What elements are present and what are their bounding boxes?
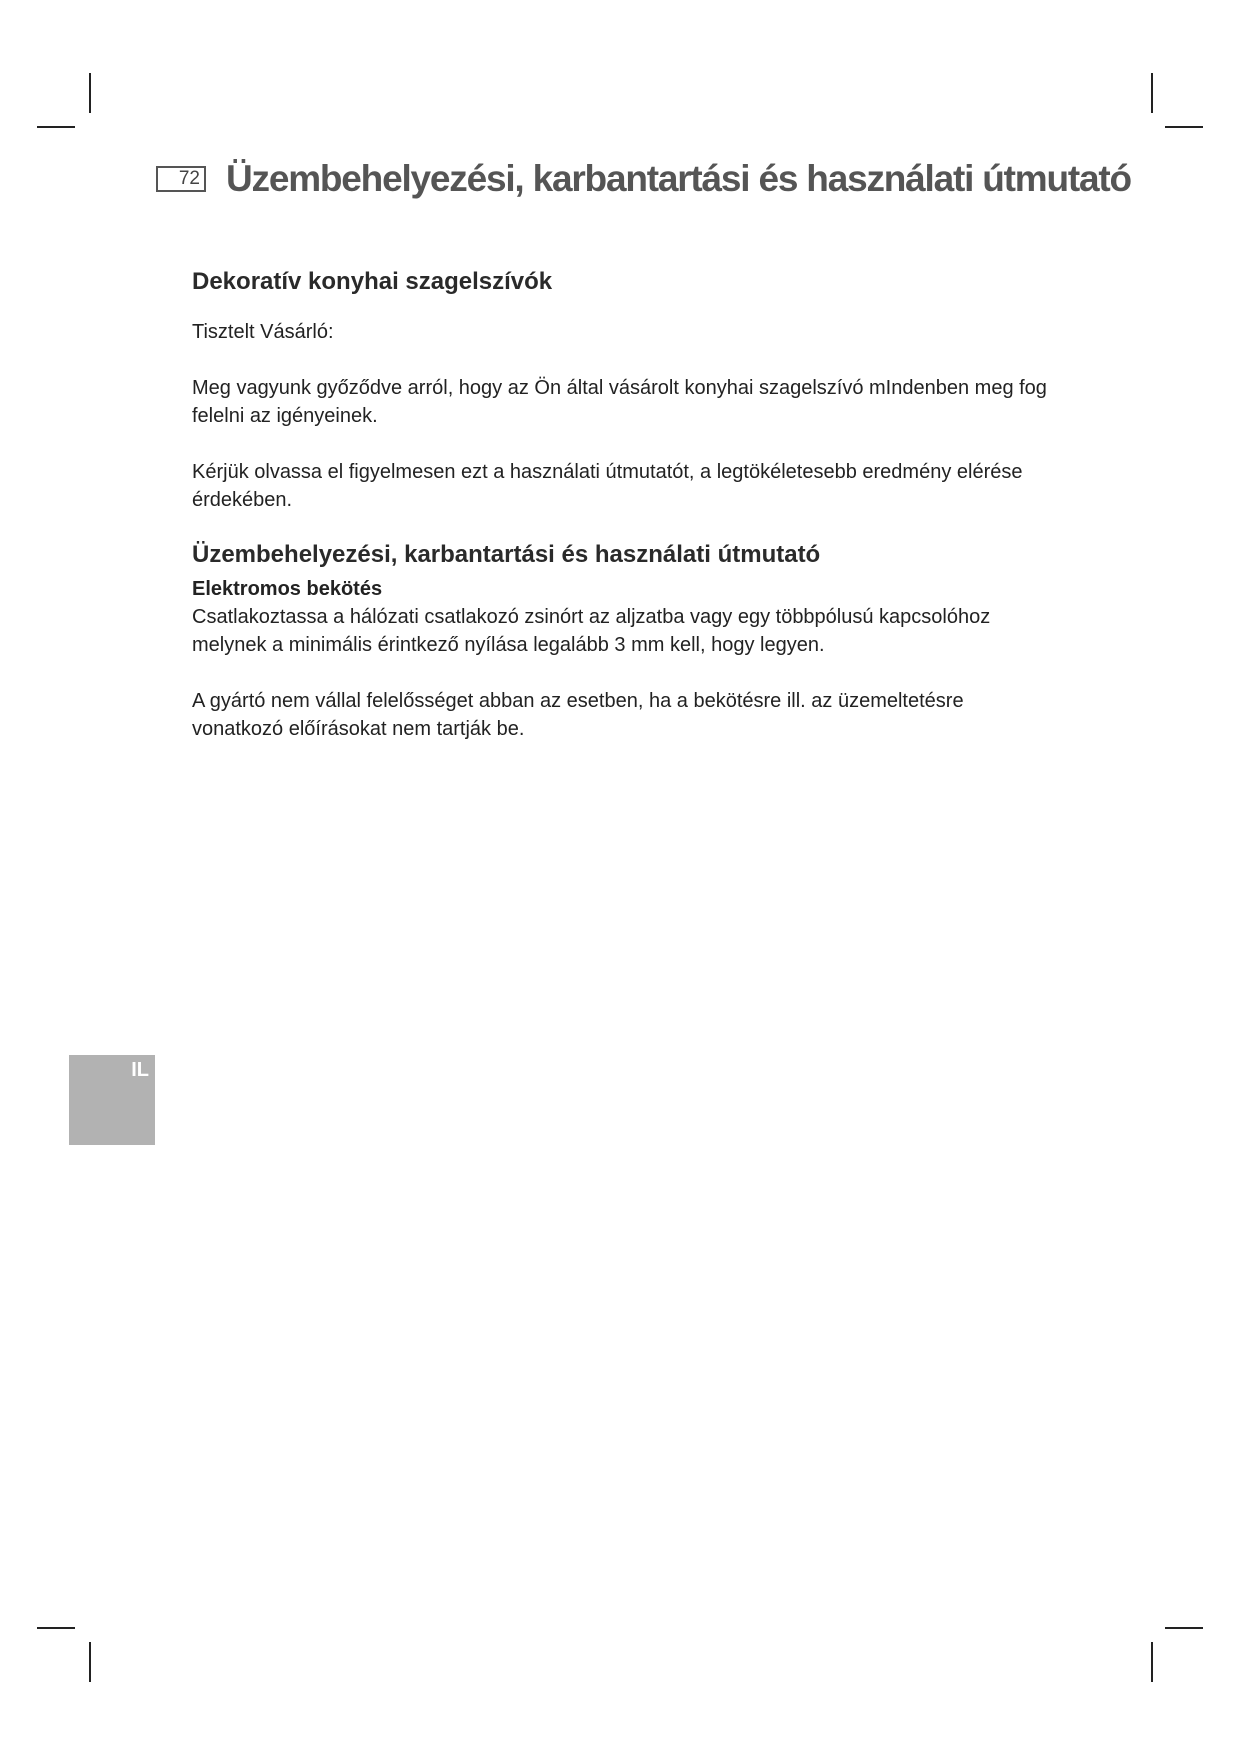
intro-paragraph-1-line-2: felelni az igényeinek. bbox=[192, 405, 378, 427]
section-subheading: Elektromos bekötés bbox=[192, 578, 383, 600]
crop-mark-top-left-vertical bbox=[89, 73, 91, 113]
main-content bbox=[192, 266, 1112, 743]
crop-mark-top-right-horizontal bbox=[1165, 126, 1203, 128]
language-tab-label: IL bbox=[131, 1059, 149, 1081]
crop-mark-top-right-vertical bbox=[1151, 73, 1153, 113]
intro-heading: Dekoratív konyhai szagelszívók bbox=[192, 268, 553, 295]
crop-mark-bottom-left-vertical bbox=[89, 1642, 91, 1682]
section-paragraph-1-line-2: melynek a minimális érintkező nyílása legalább 3 mm kell, hogy legyen. bbox=[192, 634, 825, 656]
greeting: Tisztelt Vásárló: bbox=[192, 321, 334, 343]
intro-paragraph-2-line-2: érdekében. bbox=[192, 489, 293, 511]
section-paragraph-2-line-1: A gyártó nem vállal felelősséget abban az esetben, ha a bekötésre ill. az üzemeltetésre bbox=[192, 690, 964, 712]
intro-paragraph-1-line-1: Meg vagyunk győződve arról, hogy az Ön által vásárolt konyhai szagelszívó mIndenben meg fog bbox=[192, 377, 1047, 399]
section-paragraph-2-line-2: vonatkozó előírásokat nem tartják be. bbox=[192, 718, 525, 740]
page-header bbox=[156, 158, 1131, 200]
crop-mark-bottom-left-horizontal bbox=[37, 1627, 75, 1629]
section-paragraph-1-line-1: Csatlakoztassa a hálózati csatlakozó zsinórt az aljzatba vagy egy többpólusú kapcsolóhoz bbox=[192, 606, 991, 628]
language-tab bbox=[69, 1055, 155, 1145]
crop-mark-bottom-right-horizontal bbox=[1165, 1627, 1203, 1629]
crop-mark-bottom-right-vertical bbox=[1151, 1642, 1153, 1682]
intro-paragraph-2-line-1: Kérjük olvassa el figyelmesen ezt a használati útmutatót, a legtökéletesebb eredmény elérése bbox=[192, 461, 1023, 483]
page-number: 72 bbox=[156, 166, 206, 192]
crop-mark-top-left-horizontal bbox=[37, 126, 75, 128]
page-title: Üzembehelyezési, karbantartási és használati útmutató bbox=[226, 158, 1131, 199]
section-heading: Üzembehelyezési, karbantartási és használati útmutató bbox=[192, 541, 821, 568]
